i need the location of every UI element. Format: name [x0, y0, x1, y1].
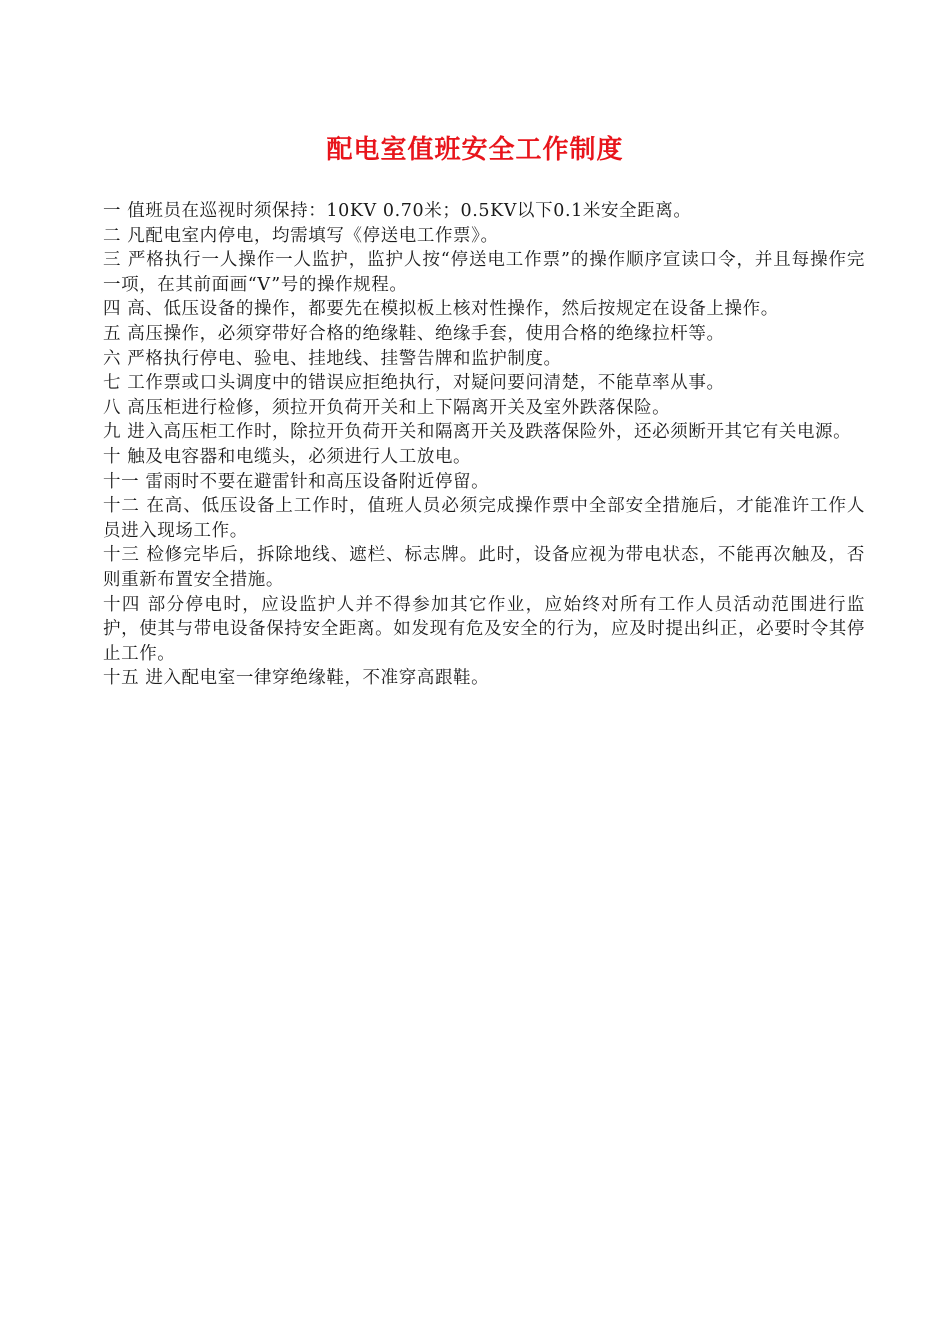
rule-item-14: 十四 部分停电时，应设监护人并不得参加其它作业，应始终对所有工作人员活动范围进行监护，使其与带电设备保持安全距离。如发现有危及安全的行为，应及时提出纠正，必要时令其停止工作。: [103, 594, 865, 664]
rule-item-1: 一 值班员在巡视时须保持：10KV 0.70米；0.5KV以下0.1米安全距离。: [103, 201, 692, 221]
document-body: [103, 199, 865, 691]
rule-item-10: 十 触及电容器和电缆头，必须进行人工放电。: [103, 446, 472, 467]
rule-item-2: 二 凡配电室内停电，均需填写《停送电工作票》。: [103, 225, 499, 246]
rule-item-15: 十五 进入配电室一律穿绝缘鞋，不准穿高跟鞋。: [103, 668, 490, 689]
rule-item-8: 八 高压柜进行检修，须拉开负荷开关和上下隔离开关及室外跌落保险。: [103, 397, 671, 418]
rule-item-5: 五 高压操作，必须穿带好合格的绝缘鞋、绝缘手套，使用合格的绝缘拉杆等。: [103, 323, 725, 344]
rule-item-11: 十一 雷雨时不要在避雷针和高压设备附近停留。: [103, 471, 490, 492]
document-title: 配电室值班安全工作制度: [326, 135, 624, 165]
rule-item-9: 九 进入高压柜工作时，除拉开负荷开关和隔离开关及跌落保险外，还必须断开其它有关电源。: [103, 422, 852, 443]
rule-item-7: 七 工作票或口头调度中的错误应拒绝执行，对疑问要问清楚，不能草率从事。: [103, 373, 725, 394]
rule-item-12: 十二 在高、低压设备上工作时，值班人员必须完成操作票中全部安全措施后，才能准许工作人员进入现场工作。: [103, 496, 865, 541]
rule-item-3: 三 严格执行一人操作一人监护，监护人按“停送电工作票”的操作顺序宣读口令，并且每操作完一项，在其前面画“V”号的操作规程。: [103, 250, 865, 295]
rule-item-13: 十三 检修完毕后，拆除地线、遮栏、标志牌。此时，设备应视为带电状态，不能再次触及，否则重新布置安全措施。: [103, 545, 865, 590]
rule-item-6: 六 严格执行停电、验电、挂地线、挂警告牌和监护制度。: [103, 348, 562, 369]
rule-item-4: 四 高、低压设备的操作，都要先在模拟板上核对性操作，然后按规定在设备上操作。: [103, 299, 779, 320]
